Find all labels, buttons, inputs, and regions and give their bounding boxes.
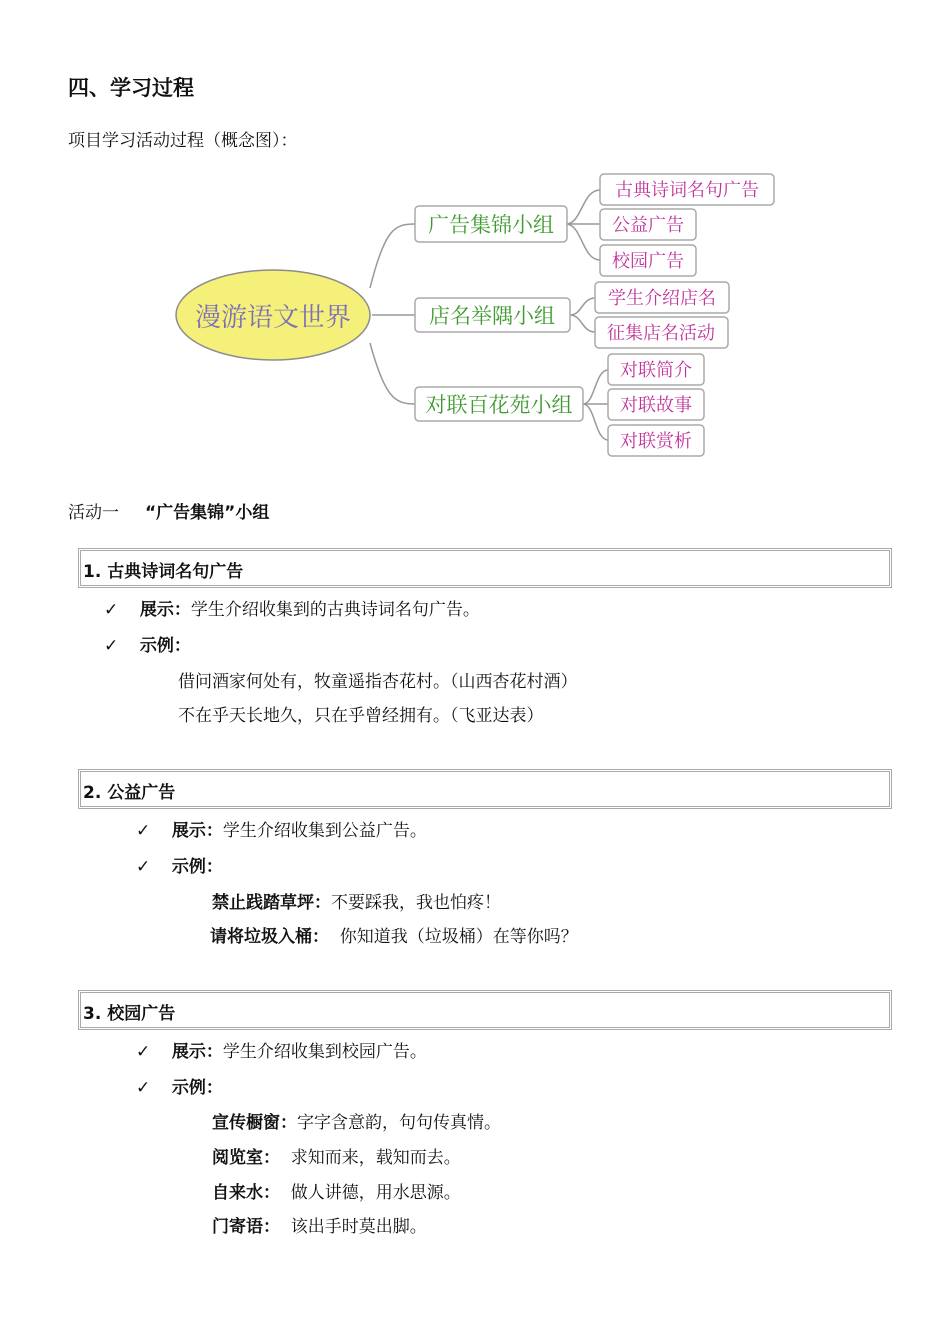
example-line	[104, 631, 191, 656]
check-icon: ✓	[136, 1042, 151, 1062]
show-line	[104, 595, 480, 620]
example-item	[212, 1143, 461, 1168]
example-label: 示例：	[171, 857, 223, 877]
example-label: 示例：	[171, 1078, 223, 1098]
leaf-label: 征集店名活动	[607, 323, 715, 344]
show-line	[136, 816, 427, 841]
check-icon: ✓	[104, 600, 119, 620]
check-icon: ✓	[136, 821, 151, 841]
check-icon: ✓	[136, 857, 151, 877]
leaf-label: 公益广告	[612, 215, 684, 236]
leaf-label: 对联故事	[620, 395, 692, 416]
show-line	[136, 1037, 427, 1062]
group-label-couplets: 对联百花苑小组	[425, 393, 573, 417]
show-label: 展示：	[171, 1042, 223, 1062]
section-header-box	[78, 769, 892, 809]
example-item	[178, 701, 544, 726]
leaf-label: 对联简介	[620, 360, 692, 381]
section-heading: 四、学习过程	[68, 76, 194, 100]
show-label: 展示：	[171, 821, 223, 841]
example-item	[212, 1212, 427, 1237]
example-text: 不在乎天长地久，只在乎曾经拥有。（飞亚达表）	[178, 706, 544, 726]
leaf-label: 古典诗词名句广告	[615, 180, 759, 201]
example-item-label: 自来水：	[212, 1183, 280, 1203]
activity-heading	[68, 498, 269, 523]
check-icon: ✓	[104, 636, 119, 656]
example-item-label: 请将垃圾入桶：	[210, 927, 329, 947]
example-item	[212, 1108, 501, 1133]
section-header: 1. 古典诗词名句广告	[83, 562, 244, 582]
example-text: 字字含意韵，句句传真情。	[297, 1113, 501, 1133]
section-header: 2. 公益广告	[83, 783, 176, 803]
check-icon: ✓	[136, 1078, 151, 1098]
example-text: 做人讲德，用水思源。	[280, 1183, 461, 1203]
show-text: 学生介绍收集到的古典诗词名句广告。	[190, 600, 480, 620]
example-item	[210, 922, 578, 947]
example-item-label: 宣传橱窗：	[212, 1113, 297, 1133]
example-item	[212, 1178, 461, 1203]
example-item-label: 门寄语：	[212, 1217, 280, 1237]
example-text: 你知道我（垃圾桶）在等你吗？	[329, 927, 578, 947]
example-item-label: 禁止践踏草坪：	[212, 893, 331, 913]
group-label-ads: 广告集锦小组	[428, 213, 554, 237]
example-text: 不要踩我，我也怕疼！	[331, 893, 501, 913]
concept-center-label: 漫游语文世界	[194, 303, 352, 333]
leaf-label: 学生介绍店名	[608, 288, 716, 309]
group-label-shopnames: 店名举隅小组	[429, 304, 555, 328]
leaf-label: 校园广告	[612, 251, 684, 272]
show-text: 学生介绍收集到校园广告。	[222, 1042, 427, 1062]
example-line	[136, 1073, 223, 1098]
example-text: 借问酒家何处有，牧童遥指杏花村。（山西杏花村酒）	[178, 672, 578, 692]
activity-title: “广告集锦”小组	[145, 503, 270, 523]
example-text: 该出手时莫出脚。	[280, 1217, 427, 1237]
concept-map-caption: 项目学习活动过程（概念图）：	[68, 131, 298, 151]
section-header-box	[78, 548, 892, 588]
concept-map	[170, 168, 790, 468]
example-text: 求知而来，载知而去。	[280, 1148, 461, 1168]
activity-prefix: 活动一	[68, 503, 119, 523]
leaf-label: 对联赏析	[620, 431, 692, 452]
show-label: 展示：	[139, 600, 191, 620]
show-text: 学生介绍收集到公益广告。	[222, 821, 427, 841]
section-header: 3. 校园广告	[83, 1004, 176, 1024]
example-line	[136, 852, 223, 877]
example-item-label: 阅览室：	[212, 1148, 280, 1168]
example-item	[178, 667, 578, 692]
example-item	[212, 888, 501, 913]
example-label: 示例：	[139, 636, 191, 656]
section-header-box	[78, 990, 892, 1030]
